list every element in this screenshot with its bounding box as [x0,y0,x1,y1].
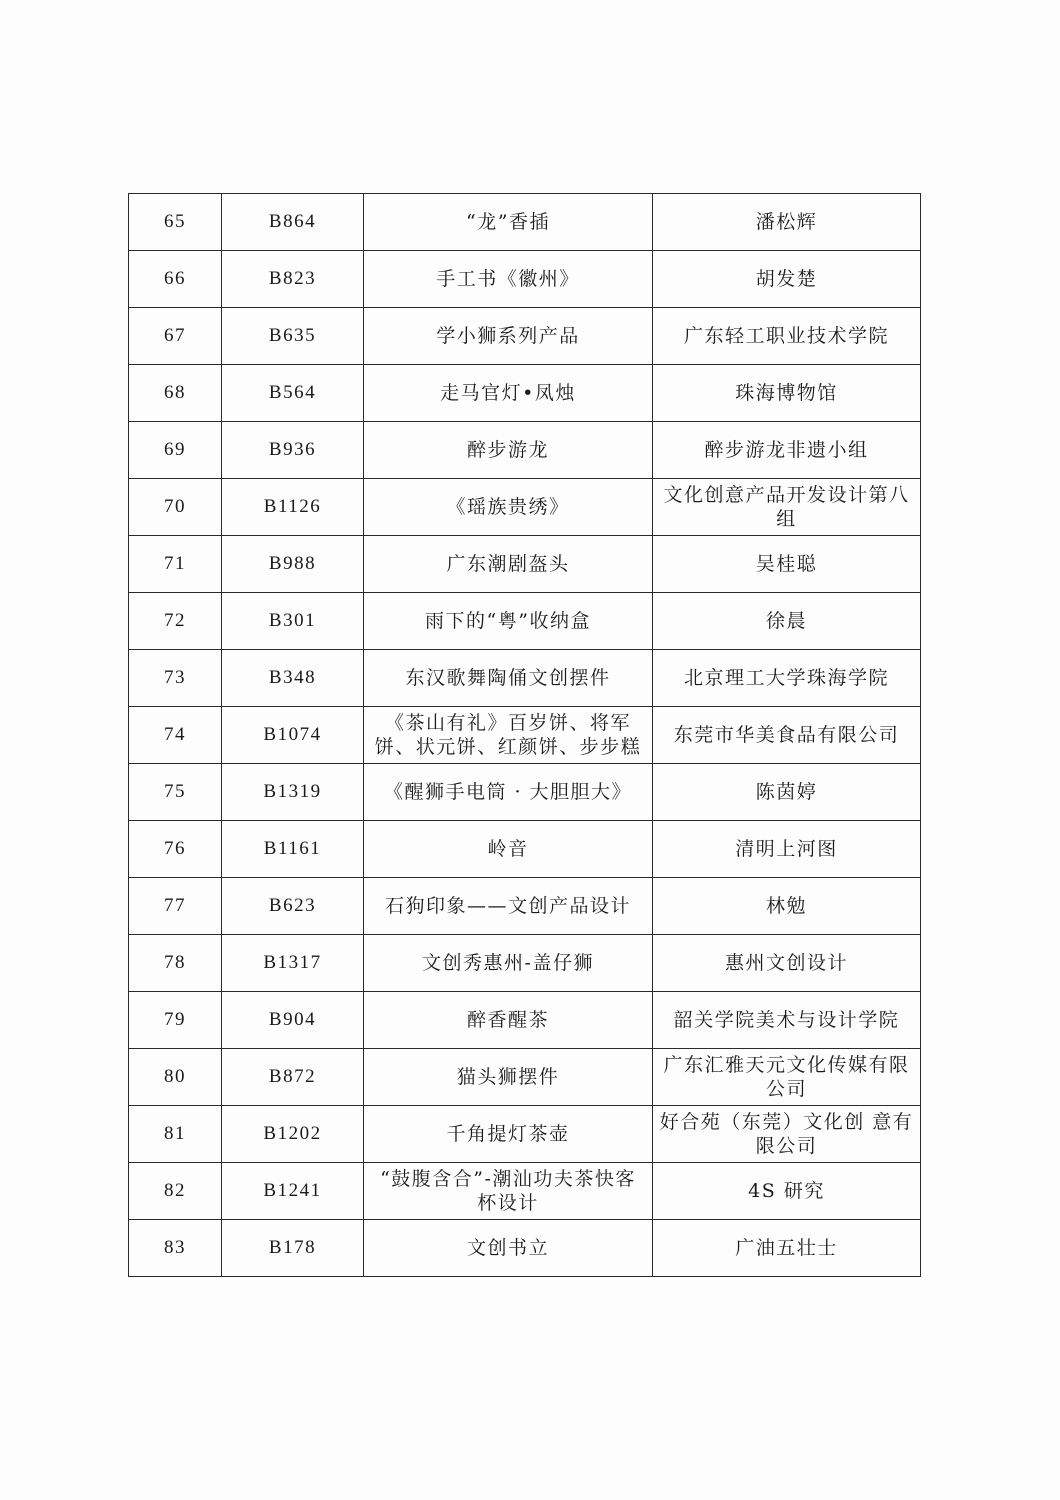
entries-table [128,193,921,1277]
author-cell: 徐晨 [653,593,921,650]
entry-code-cell: B348 [222,650,364,707]
author-cell: 胡发楚 [653,251,921,308]
row-number-cell: 82 [129,1163,222,1220]
author-cell: 4S 研究 [653,1163,921,1220]
table-row [129,764,921,821]
entry-code-cell: B872 [222,1049,364,1106]
row-number-cell: 79 [129,992,222,1049]
row-number-cell: 67 [129,308,222,365]
table-row [129,1106,921,1163]
table-row [129,992,921,1049]
entry-code-cell: B1126 [222,479,364,536]
entry-code-cell: B1074 [222,707,364,764]
table-row [129,308,921,365]
table-row [129,707,921,764]
author-cell: 韶关学院美术与设计学院 [653,992,921,1049]
work-title-cell: “龙”香插 [364,194,653,251]
author-cell: 清明上河图 [653,821,921,878]
table-row [129,1163,921,1220]
table-row [129,935,921,992]
work-title-cell: 醉步游龙 [364,422,653,479]
row-number-cell: 66 [129,251,222,308]
entry-code-cell: B1241 [222,1163,364,1220]
row-number-cell: 68 [129,365,222,422]
row-number-cell: 69 [129,422,222,479]
table-row [129,422,921,479]
table-row [129,479,921,536]
work-title-cell: 东汉歌舞陶俑文创摆件 [364,650,653,707]
entry-code-cell: B936 [222,422,364,479]
work-title-cell: “鼓腹含合”-潮汕功夫茶快客杯设计 [364,1163,653,1220]
entry-code-cell: B1161 [222,821,364,878]
work-title-cell: 岭音 [364,821,653,878]
entry-code-cell: B1319 [222,764,364,821]
work-title-cell: 《茶山有礼》百岁饼、将军饼、状元饼、红颜饼、步步糕 [364,707,653,764]
author-cell: 吴桂聪 [653,536,921,593]
table-row [129,1220,921,1277]
table-row [129,821,921,878]
work-title-cell: 雨下的“粤”收纳盒 [364,593,653,650]
table-row [129,251,921,308]
work-title-cell: 学小狮系列产品 [364,308,653,365]
table-row [129,194,921,251]
entry-code-cell: B864 [222,194,364,251]
table-row [129,1049,921,1106]
entry-code-cell: B623 [222,878,364,935]
work-title-cell: 猫头狮摆件 [364,1049,653,1106]
row-number-cell: 75 [129,764,222,821]
entry-code-cell: B1317 [222,935,364,992]
author-cell: 广油五壮士 [653,1220,921,1277]
author-cell: 东莞市华美食品有限公司 [653,707,921,764]
table-row [129,365,921,422]
table-row [129,593,921,650]
table-row [129,878,921,935]
work-title-cell: 醉香醒茶 [364,992,653,1049]
entry-code-cell: B904 [222,992,364,1049]
row-number-cell: 83 [129,1220,222,1277]
row-number-cell: 74 [129,707,222,764]
author-cell: 林勉 [653,878,921,935]
entry-code-cell: B823 [222,251,364,308]
entries-table-body [129,194,921,1277]
author-cell: 潘松辉 [653,194,921,251]
author-cell: 珠海博物馆 [653,365,921,422]
work-title-cell: 走马官灯•凤烛 [364,365,653,422]
entry-code-cell: B1202 [222,1106,364,1163]
entry-code-cell: B988 [222,536,364,593]
row-number-cell: 81 [129,1106,222,1163]
row-number-cell: 70 [129,479,222,536]
author-cell: 广东轻工职业技术学院 [653,308,921,365]
work-title-cell: 文创秀惠州-盖仔狮 [364,935,653,992]
row-number-cell: 76 [129,821,222,878]
work-title-cell: 广东潮剧盔头 [364,536,653,593]
work-title-cell: 文创书立 [364,1220,653,1277]
row-number-cell: 65 [129,194,222,251]
entry-code-cell: B564 [222,365,364,422]
entry-code-cell: B635 [222,308,364,365]
author-cell: 惠州文创设计 [653,935,921,992]
work-title-cell: 石狗印象——文创产品设计 [364,878,653,935]
entry-code-cell: B178 [222,1220,364,1277]
entry-code-cell: B301 [222,593,364,650]
row-number-cell: 80 [129,1049,222,1106]
row-number-cell: 78 [129,935,222,992]
row-number-cell: 73 [129,650,222,707]
author-cell: 文化创意产品开发设计第八组 [653,479,921,536]
work-title-cell: 手工书《徽州》 [364,251,653,308]
table-row [129,536,921,593]
author-cell: 陈茵婷 [653,764,921,821]
row-number-cell: 72 [129,593,222,650]
work-title-cell: 《瑶族贵绣》 [364,479,653,536]
row-number-cell: 77 [129,878,222,935]
author-cell: 好合苑（东莞）文化创 意有限公司 [653,1106,921,1163]
author-cell: 广东汇雅天元文化传媒有限公司 [653,1049,921,1106]
table-row [129,650,921,707]
work-title-cell: 千角提灯茶壶 [364,1106,653,1163]
author-cell: 醉步游龙非遗小组 [653,422,921,479]
work-title-cell: 《醒狮手电筒 · 大胆胆大》 [364,764,653,821]
author-cell: 北京理工大学珠海学院 [653,650,921,707]
row-number-cell: 71 [129,536,222,593]
